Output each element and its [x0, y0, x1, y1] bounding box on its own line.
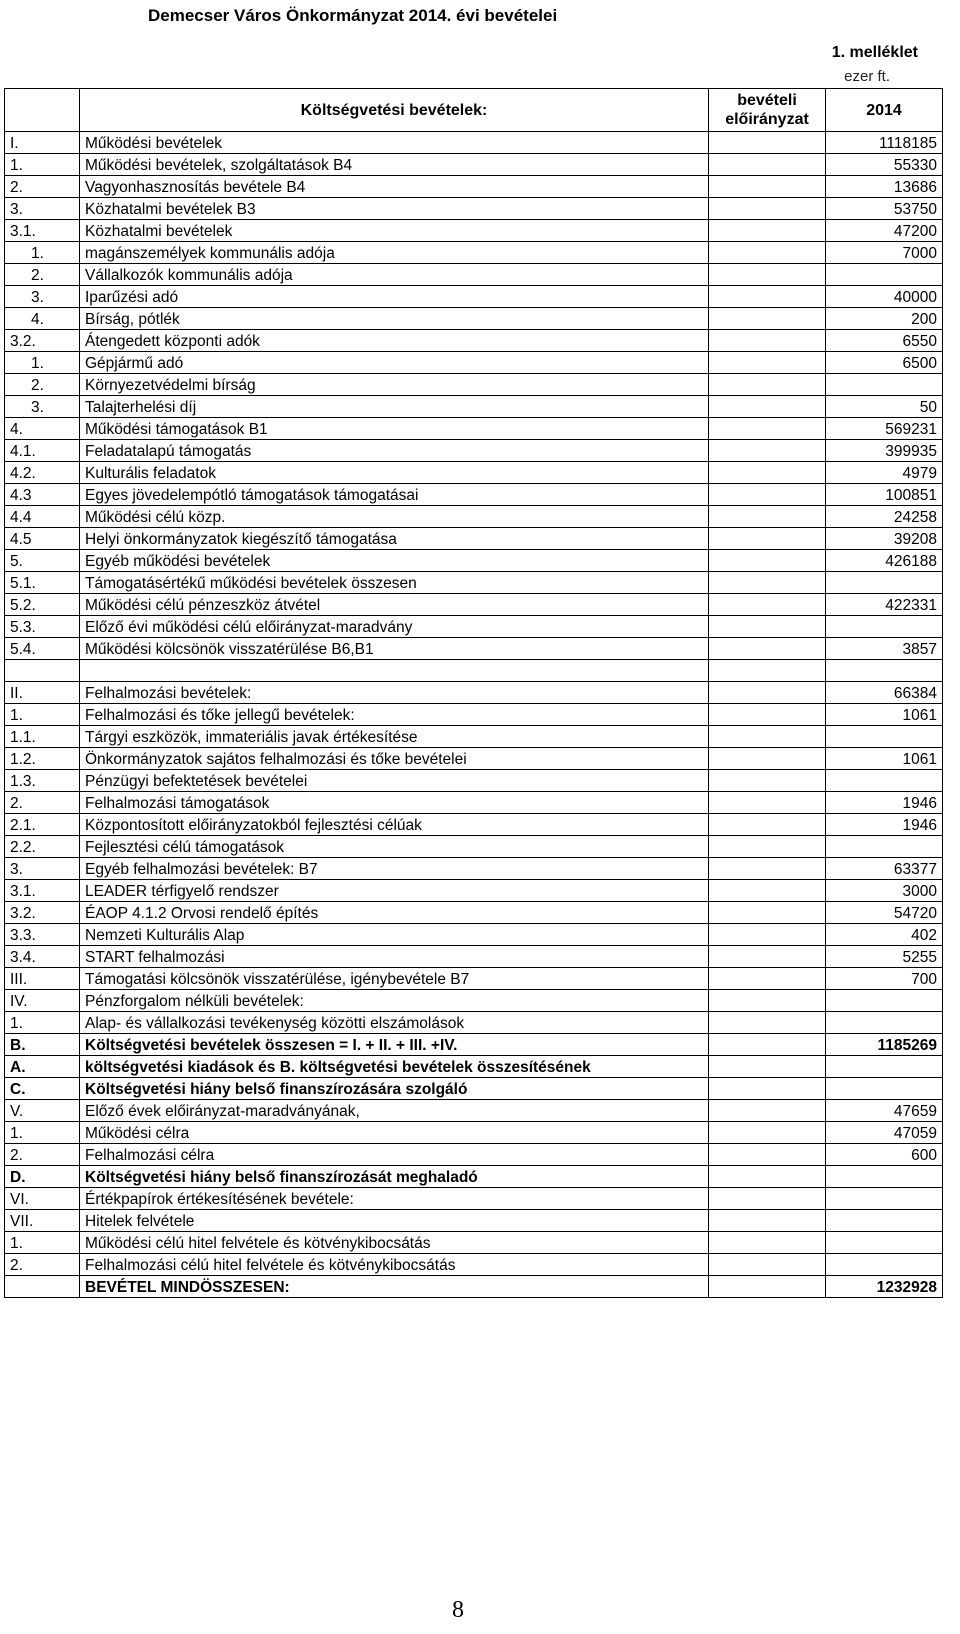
- row-value: 24258: [826, 506, 943, 528]
- row-label: Közhatalmi bevételek: [80, 220, 709, 242]
- row-number: 3.4.: [5, 946, 80, 968]
- row-label: Hitelek felvétele: [80, 1210, 709, 1232]
- row-label: LEADER térfigyelő rendszer: [80, 880, 709, 902]
- row-label: Felhalmozási támogatások: [80, 792, 709, 814]
- row-appropriation: [709, 550, 826, 572]
- table-row: [5, 1254, 943, 1276]
- table-row: [5, 902, 943, 924]
- row-label: Iparűzési adó: [80, 286, 709, 308]
- row-appropriation: [709, 946, 826, 968]
- table-row: [5, 198, 943, 220]
- row-value: [826, 1056, 943, 1078]
- row-number: 1.1.: [5, 726, 80, 748]
- header-appropriation: bevételi előirányzat: [709, 89, 826, 132]
- row-appropriation: [709, 484, 826, 506]
- row-appropriation: [709, 198, 826, 220]
- row-appropriation: [709, 1078, 826, 1100]
- row-appropriation: [709, 1188, 826, 1210]
- row-value: 53750: [826, 198, 943, 220]
- row-value: 399935: [826, 440, 943, 462]
- row-label: Alap- és vállalkozási tevékenység közötti elszámolások: [80, 1012, 709, 1034]
- row-value: 66384: [826, 682, 943, 704]
- row-number: 3.2.: [5, 902, 80, 924]
- row-value: 40000: [826, 286, 943, 308]
- row-value: [826, 1166, 943, 1188]
- row-value: 1946: [826, 792, 943, 814]
- row-value: [826, 374, 943, 396]
- row-appropriation: [709, 572, 826, 594]
- table-row: [5, 990, 943, 1012]
- row-value: [826, 264, 943, 286]
- row-label: Támogatási kölcsönök visszatérülése, igénybevétele B7: [80, 968, 709, 990]
- table-row: [5, 1276, 943, 1298]
- row-value: 1946: [826, 814, 943, 836]
- row-number: 3.1.: [5, 220, 80, 242]
- row-appropriation: [709, 924, 826, 946]
- row-label: Feladatalapú támogatás: [80, 440, 709, 462]
- row-appropriation: [709, 638, 826, 660]
- row-appropriation: [709, 506, 826, 528]
- row-appropriation: [709, 814, 826, 836]
- table-row: [5, 286, 943, 308]
- row-number: 1.: [5, 242, 80, 264]
- row-appropriation: [709, 132, 826, 154]
- row-number: 1.: [5, 352, 80, 374]
- header-label: Költségvetési bevételek:: [80, 89, 709, 132]
- row-value: [826, 1012, 943, 1034]
- row-number: 4.2.: [5, 462, 80, 484]
- row-number: 2.: [5, 264, 80, 286]
- row-label: Felhalmozási célú hitel felvétele és kötvénykibocsátás: [80, 1254, 709, 1276]
- row-appropriation: [709, 682, 826, 704]
- table-row: [5, 396, 943, 418]
- row-label: Felhalmozási célra: [80, 1144, 709, 1166]
- row-value: 1061: [826, 748, 943, 770]
- table-row: [5, 132, 943, 154]
- row-value: 422331: [826, 594, 943, 616]
- row-appropriation: [709, 880, 826, 902]
- row-value: 1061: [826, 704, 943, 726]
- row-number: 4.5: [5, 528, 80, 550]
- page-number: 8: [452, 1597, 464, 1623]
- row-number: 5.: [5, 550, 80, 572]
- table-row: [5, 1210, 943, 1232]
- row-number: 3.: [5, 286, 80, 308]
- table-row: [5, 792, 943, 814]
- row-label: Bírság, pótlék: [80, 308, 709, 330]
- table-row: [5, 968, 943, 990]
- row-number: 2.: [5, 792, 80, 814]
- row-label: Működési célú pénzeszköz átvétel: [80, 594, 709, 616]
- table-row: [5, 572, 943, 594]
- row-number: 1.: [5, 154, 80, 176]
- row-appropriation: [709, 462, 826, 484]
- table-row: [5, 616, 943, 638]
- row-value: 13686: [826, 176, 943, 198]
- table-row: [5, 704, 943, 726]
- row-label: Működési célú hitel felvétele és kötvénykibocsátás: [80, 1232, 709, 1254]
- row-label: Működési célra: [80, 1122, 709, 1144]
- row-number: I.: [5, 132, 80, 154]
- row-appropriation: [709, 1166, 826, 1188]
- row-label: Egyéb működési bevételek: [80, 550, 709, 572]
- table-row: [5, 946, 943, 968]
- table-row: [5, 154, 943, 176]
- row-number: 3.: [5, 396, 80, 418]
- table-row: [5, 176, 943, 198]
- table-row: [5, 814, 943, 836]
- row-label: [80, 660, 709, 682]
- row-appropriation: [709, 330, 826, 352]
- row-value: 6550: [826, 330, 943, 352]
- row-label: Működési célú közp.: [80, 506, 709, 528]
- row-value: [826, 836, 943, 858]
- table-row: [5, 1012, 943, 1034]
- row-appropriation: [709, 286, 826, 308]
- row-appropriation: [709, 990, 826, 1012]
- row-number: 5.3.: [5, 616, 80, 638]
- row-label: Pénzügyi befektetések bevételei: [80, 770, 709, 792]
- revenue-table: [4, 88, 943, 1298]
- row-number: VII.: [5, 1210, 80, 1232]
- row-number: B.: [5, 1034, 80, 1056]
- row-value: 3000: [826, 880, 943, 902]
- row-appropriation: [709, 154, 826, 176]
- row-value: 4979: [826, 462, 943, 484]
- row-value: 1232928: [826, 1276, 943, 1298]
- row-number: C.: [5, 1078, 80, 1100]
- table-row: [5, 594, 943, 616]
- table-row: [5, 484, 943, 506]
- row-appropriation: [709, 374, 826, 396]
- row-value: 700: [826, 968, 943, 990]
- row-label: Működési támogatások B1: [80, 418, 709, 440]
- row-number: 1.3.: [5, 770, 80, 792]
- row-value: 39208: [826, 528, 943, 550]
- row-number: 1.2.: [5, 748, 80, 770]
- table-row: [5, 506, 943, 528]
- row-appropriation: [709, 528, 826, 550]
- row-label: Központosított előirányzatokból fejlesztési célúak: [80, 814, 709, 836]
- table-row: [5, 1078, 943, 1100]
- row-label: Működési kölcsönök visszatérülése B6,B1: [80, 638, 709, 660]
- row-value: 7000: [826, 242, 943, 264]
- row-number: 5.2.: [5, 594, 80, 616]
- row-value: 47059: [826, 1122, 943, 1144]
- row-appropriation: [709, 242, 826, 264]
- row-appropriation: [709, 858, 826, 880]
- row-value: 5255: [826, 946, 943, 968]
- row-number: 2.: [5, 176, 80, 198]
- table-row: [5, 880, 943, 902]
- row-appropriation: [709, 308, 826, 330]
- row-label: Vagyonhasznosítás bevétele B4: [80, 176, 709, 198]
- table-row: [5, 264, 943, 286]
- document-title: Demecser Város Önkormányzat 2014. évi bevételei: [148, 6, 558, 25]
- row-label: START felhalmozási: [80, 946, 709, 968]
- row-appropriation: [709, 1276, 826, 1298]
- row-number: V.: [5, 1100, 80, 1122]
- row-label: Támogatásértékű működési bevételek összesen: [80, 572, 709, 594]
- unit-label: ezer ft.: [844, 68, 890, 85]
- row-value: [826, 990, 943, 1012]
- row-value: [826, 726, 943, 748]
- row-value: 47659: [826, 1100, 943, 1122]
- table-header-row: [5, 89, 943, 132]
- table-row: [5, 770, 943, 792]
- row-appropriation: [709, 418, 826, 440]
- row-label: Önkormányzatok sajátos felhalmozási és tőke bevételei: [80, 748, 709, 770]
- row-value: 54720: [826, 902, 943, 924]
- row-number: 4.: [5, 418, 80, 440]
- row-label: BEVÉTEL MINDÖSSZESEN:: [80, 1276, 709, 1298]
- table-row: [5, 1100, 943, 1122]
- row-appropriation: [709, 726, 826, 748]
- row-appropriation: [709, 1122, 826, 1144]
- row-value: 3857: [826, 638, 943, 660]
- row-label: Gépjármű adó: [80, 352, 709, 374]
- row-label: Kulturális feladatok: [80, 462, 709, 484]
- row-value: 1118185: [826, 132, 943, 154]
- table-row: [5, 550, 943, 572]
- row-number: 1.: [5, 1122, 80, 1144]
- row-appropriation: [709, 748, 826, 770]
- row-number: VI.: [5, 1188, 80, 1210]
- row-value: 402: [826, 924, 943, 946]
- row-appropriation: [709, 176, 826, 198]
- row-appropriation: [709, 792, 826, 814]
- header-year: 2014: [826, 89, 943, 132]
- row-value: 50: [826, 396, 943, 418]
- row-appropriation: [709, 396, 826, 418]
- table-row: [5, 748, 943, 770]
- row-value: 100851: [826, 484, 943, 506]
- row-appropriation: [709, 616, 826, 638]
- row-value: 1185269: [826, 1034, 943, 1056]
- table-row: [5, 638, 943, 660]
- row-number: 5.4.: [5, 638, 80, 660]
- row-label: Előző évek előirányzat-maradványának,: [80, 1100, 709, 1122]
- row-value: 600: [826, 1144, 943, 1166]
- row-label: Egyéb felhalmozási bevételek: B7: [80, 858, 709, 880]
- table-row: [5, 352, 943, 374]
- row-value: 569231: [826, 418, 943, 440]
- row-label: Tárgyi eszközök, immateriális javak értékesítése: [80, 726, 709, 748]
- row-value: [826, 1078, 943, 1100]
- row-label: Közhatalmi bevételek B3: [80, 198, 709, 220]
- row-label: Költségvetési hiány belső finanszírozására szolgáló: [80, 1078, 709, 1100]
- row-appropriation: [709, 1100, 826, 1122]
- row-value: 200: [826, 308, 943, 330]
- row-number: 3.1.: [5, 880, 80, 902]
- row-appropriation: [709, 1254, 826, 1276]
- row-label: Felhalmozási bevételek:: [80, 682, 709, 704]
- row-appropriation: [709, 594, 826, 616]
- row-label: Működési bevételek: [80, 132, 709, 154]
- table-row: [5, 924, 943, 946]
- row-appropriation: [709, 968, 826, 990]
- row-number: 3.: [5, 198, 80, 220]
- row-number: D.: [5, 1166, 80, 1188]
- row-appropriation: [709, 1210, 826, 1232]
- annex-label: 1. melléklet: [831, 44, 918, 61]
- row-number: 4.1.: [5, 440, 80, 462]
- row-appropriation: [709, 902, 826, 924]
- row-label: Egyes jövedelempótló támogatások támogatásai: [80, 484, 709, 506]
- row-appropriation: [709, 220, 826, 242]
- row-value: [826, 1232, 943, 1254]
- row-label: Pénzforgalom nélküli bevételek:: [80, 990, 709, 1012]
- row-number: 4.4: [5, 506, 80, 528]
- row-label: költségvetési kiadások és B. költségvetési bevételek összesítésének: [80, 1056, 709, 1078]
- row-number: 1.: [5, 704, 80, 726]
- row-label: Értékpapírok értékesítésének bevétele:: [80, 1188, 709, 1210]
- table-row: [5, 418, 943, 440]
- table-row: [5, 440, 943, 462]
- row-number: 2.1.: [5, 814, 80, 836]
- row-number: IV.: [5, 990, 80, 1012]
- table-row: [5, 1144, 943, 1166]
- row-label: Talajterhelési díj: [80, 396, 709, 418]
- row-value: [826, 1188, 943, 1210]
- row-label: Vállalkozók kommunális adója: [80, 264, 709, 286]
- row-number: 2.: [5, 1144, 80, 1166]
- row-value: 47200: [826, 220, 943, 242]
- table-row: [5, 220, 943, 242]
- table-row: [5, 462, 943, 484]
- row-value: [826, 572, 943, 594]
- row-value: 63377: [826, 858, 943, 880]
- row-label: Költségvetési bevételek összesen = I. + II. + III. +IV.: [80, 1034, 709, 1056]
- row-label: Felhalmozási és tőke jellegű bevételek:: [80, 704, 709, 726]
- row-appropriation: [709, 660, 826, 682]
- row-number: 3.: [5, 858, 80, 880]
- row-value: [826, 1210, 943, 1232]
- row-appropriation: [709, 264, 826, 286]
- row-number: 3.3.: [5, 924, 80, 946]
- row-value: 6500: [826, 352, 943, 374]
- row-number: 4.: [5, 308, 80, 330]
- row-appropriation: [709, 352, 826, 374]
- row-label: Fejlesztési célú támogatások: [80, 836, 709, 858]
- row-appropriation: [709, 1056, 826, 1078]
- table-row: [5, 1034, 943, 1056]
- row-number: 1.: [5, 1232, 80, 1254]
- row-value: [826, 1254, 943, 1276]
- row-number: II.: [5, 682, 80, 704]
- table-row: [5, 308, 943, 330]
- table-row: [5, 1232, 943, 1254]
- row-label: Környezetvédelmi bírság: [80, 374, 709, 396]
- row-value: [826, 616, 943, 638]
- table-row: [5, 682, 943, 704]
- row-label: magánszemélyek kommunális adója: [80, 242, 709, 264]
- row-number: 2.: [5, 1254, 80, 1276]
- row-number: 2.2.: [5, 836, 80, 858]
- table-row: [5, 1188, 943, 1210]
- revenue-table-body: [5, 89, 943, 1298]
- table-row: [5, 1166, 943, 1188]
- table-row: [5, 242, 943, 264]
- table-row: [5, 528, 943, 550]
- row-number: [5, 660, 80, 682]
- row-number: 5.1.: [5, 572, 80, 594]
- table-row: [5, 726, 943, 748]
- row-label: Előző évi működési célú előirányzat-maradvány: [80, 616, 709, 638]
- row-number: III.: [5, 968, 80, 990]
- table-row: [5, 1056, 943, 1078]
- row-label: Nemzeti Kulturális Alap: [80, 924, 709, 946]
- row-value: [826, 770, 943, 792]
- table-row: [5, 858, 943, 880]
- row-number: 4.3: [5, 484, 80, 506]
- row-number: 2.: [5, 374, 80, 396]
- row-appropriation: [709, 440, 826, 462]
- header-number-cell: [5, 89, 80, 132]
- row-label: Átengedett központi adók: [80, 330, 709, 352]
- table-row: [5, 330, 943, 352]
- row-value: 55330: [826, 154, 943, 176]
- row-label: Működési bevételek, szolgáltatások B4: [80, 154, 709, 176]
- row-appropriation: [709, 1012, 826, 1034]
- table-row: [5, 836, 943, 858]
- table-row: [5, 374, 943, 396]
- row-appropriation: [709, 1034, 826, 1056]
- row-number: [5, 1276, 80, 1298]
- row-label: Költségvetési hiány belső finanszírozását meghaladó: [80, 1166, 709, 1188]
- row-appropriation: [709, 1232, 826, 1254]
- table-row: [5, 660, 943, 682]
- row-number: A.: [5, 1056, 80, 1078]
- row-label: Helyi önkormányzatok kiegészítő támogatása: [80, 528, 709, 550]
- row-number: 3.2.: [5, 330, 80, 352]
- row-label: ÉAOP 4.1.2 Orvosi rendelő építés: [80, 902, 709, 924]
- row-value: 426188: [826, 550, 943, 572]
- row-appropriation: [709, 770, 826, 792]
- table-row: [5, 1122, 943, 1144]
- row-appropriation: [709, 1144, 826, 1166]
- row-appropriation: [709, 836, 826, 858]
- row-appropriation: [709, 704, 826, 726]
- row-number: 1.: [5, 1012, 80, 1034]
- row-value: [826, 660, 943, 682]
